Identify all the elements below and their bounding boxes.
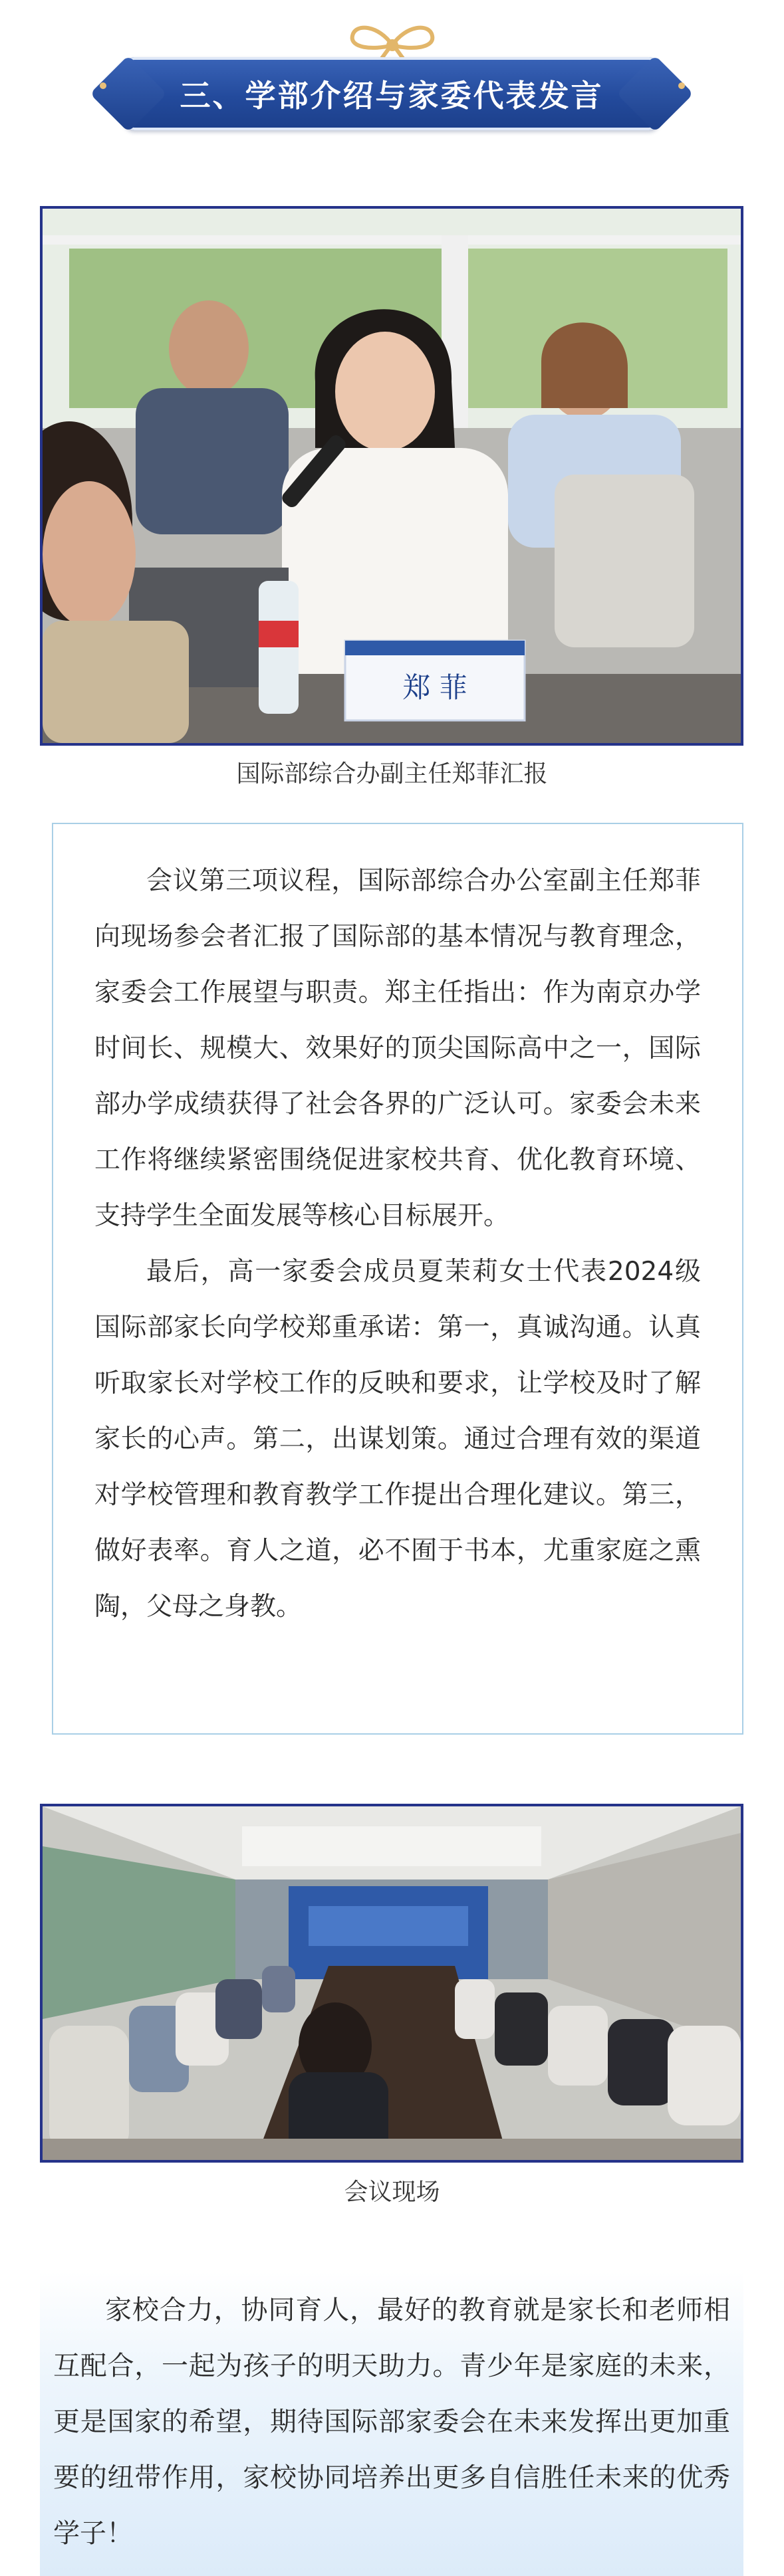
meeting-photo-image	[43, 1806, 741, 2160]
closing-paragraph: 家校合力，协同育人，最好的教育就是家长和老师相互配合，一起为孩子的明天助力。青少年是家庭的未来，更是国家的希望，期待国际部家委会在未来发挥出更加重要的纽带作用，家校协同培养出更多自信胜任未来的优秀学子！	[53, 2295, 730, 2549]
meeting-photo	[40, 1804, 743, 2163]
photo-caption: 会议现场	[344, 2179, 440, 2206]
decor-dot-left	[100, 82, 106, 89]
paragraph: 会议第三项议程，国际部综合办公室副主任郑菲向现场参会者汇报了国际部的基本情况与教育理念，家委会工作展望与职责。郑主任指出：作为南京办学时间长、规模大、效果好的顶尖国际高中之一，国际部办学成绩获得了社会各界的广泛认可。家委会未来工作将继续紧密围绕促进家校共育、优化教育环境、支持学生全面发展等核心目标展开。	[94, 866, 701, 1231]
section-title: 三、学部介绍与家委代表发言	[180, 78, 604, 114]
speaker-photo	[40, 206, 743, 746]
closing-section	[40, 2272, 743, 2576]
paragraph: 最后，高一家委会成员夏茉莉女士代表2024级国际部家长向学校郑重承诺：第一，真诚沟通。认真听取家长对学校工作的反映和要求，让学校及时了解家长的心声。第二，出谋划策。通过合理有效的渠道对学校管理和教育教学工作提出合理化建议。第三，做好表率。育人之道，必不囿于书本，尤重家庭之熏陶，父母之身教。	[94, 1257, 701, 1622]
content-box	[52, 823, 743, 1735]
speaker-photo-image	[43, 209, 741, 743]
decor-dot-right	[678, 82, 685, 89]
nameplate-text: 郑 菲	[402, 671, 467, 704]
section-banner	[124, 57, 660, 130]
photo-caption: 国际部综合办副主任郑菲汇报	[236, 760, 548, 788]
section-header	[0, 16, 784, 136]
